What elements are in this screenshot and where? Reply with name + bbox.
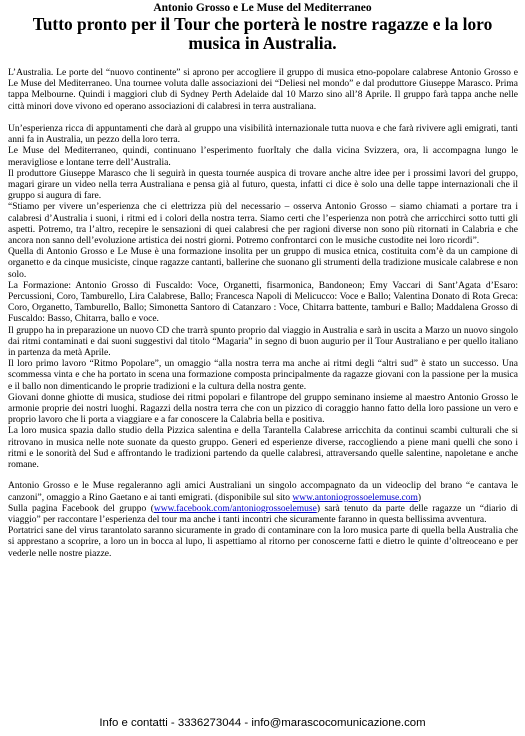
paragraph: Quella di Antonio Grosso e Le Muse è una formazione insolita per un gruppo di musica etnica, costituita com’è da un campione di organetto e da cinque musiciste, cinque ragazze cantanti, ballerine che suonano gli strumenti della tradizione musicale calabrese e non solo. [8, 247, 518, 280]
contact-footer: Info e contatti - 3336273044 - info@marascocomunicazione.com [99, 717, 426, 729]
paragraph: La loro musica spazia dallo studio della Pizzica salentina e della Tarantella Calabrese arricchita da continui scambi culturali che si ritrovano in musica nelle note suonate da questo gruppo. Generi ed esperienze diverse, raccogliendo a piene mani quelli che sono i ritmi e le sonorità del Sud e affrontando le tradizioni partendo da quelle calabresi, attraversando quelle salentine, napoletane e anche romane. [8, 426, 518, 471]
website-link[interactable]: www.antoniogrossoelemuse.com [292, 492, 418, 503]
paragraph-lineup: La Formazione: Antonio Grosso di Fuscaldo: Voce, Organetti, fisarmonica, Bandoneon; Emy Vaccari di Sant’Agata d’Esaro: Percussioni, Coro, Tamburello, Lira Calabrese, Ballo; Francesca Napoli di Melicucco: Voce e Ballo; Valentina Donato di Rota Greca: Coro, Organetto, Tamburello, Ballo; Simonetta Santoro di Catanzaro : Voce, Chitarra battente, tamburi e Ballo; Maddalena Grosso di Fuscaldo: Basso, Chitarra, ballo e voce. [8, 280, 518, 325]
closing-text: ) sarà tenuto da parte delle ragazze un “diario di viaggio” per raccontare l’esperienza del tour ma anche i tanti incontri che sicuramente faranno in questa bellissima avventura. [8, 503, 518, 525]
paragraph-intro: L’Australia. Le porte del “nuovo continente” si aprono per accogliere il gruppo di musica etno-popolare calabrese Antonio Grosso e Le Muse del Mediterraneo. Una tournee voluta dalle associazioni dei “Deliesi nel mondo” e dal produttore Giuseppe Marasco. Prima tappa Melbourne. Quindi i maggiori club di Sydney Perth Adelaide dal 10 Marzo sino all’8 Aprile. Il gruppo farà tappa anche nelle città minori dove vivono ed operano associazioni di calabresi in terra australiana. [8, 68, 518, 112]
paragraph: Il produttore Giuseppe Marasco che li seguirà in questa tournée auspica di trovare anche altre idee per i prossimi lavori del gruppo, magari girare un video nella terra Australiana e pensa già al futuro, questa, infatti ci dice è solo una delle tappe internazionali che il gruppo si augura di fare. [8, 168, 518, 202]
closing-text: Antonio Grosso e le Muse regaleranno agli amici Australiani un singolo accompagnato da un videoclip del brano “e cantava le canzoni”, omaggio a Rino Gaetano e ai tanti emigrati. (disponibile sul sito [8, 481, 518, 503]
article-kicker: Antonio Grosso e Le Muse del Mediterraneo [153, 2, 372, 14]
paragraph-facebook [8, 504, 518, 526]
closing-text: Sulla pagina Facebook del gruppo ( [8, 503, 154, 514]
article-headline: Tutto pronto per il Tour che porterà le nostre ragazze e la loro musica in Australia. [32, 14, 493, 53]
paragraph-single-release [8, 481, 518, 503]
paragraph: Un’esperienza ricca di appuntamenti che darà al gruppo una visibilità internazionale tutta nuova e che farà rivivere agli emigrati, tanti anni fa in Australia, un pezzo della loro terra. [8, 124, 518, 146]
paragraph-quote: “Stiamo per vivere un’esperienza che ci elettrizza più del necessario – osserva Antonio Grosso – siamo chiamati a portare tra i calabresi d’Australia i suoni, i ritmi ed i colori della nostra terra. Siamo certi che l’esperienza non potrà che arricchirci sotto tutti gli aspetti. Potremo, tra l’altro, recepire le sensazioni di quei calabresi che per ragioni diverse non sono più ritornati in Calabria e che ancora non sanno dell’evoluzione artistica dei nostri giorni. Potremo confrontarci con le musiche custodite nei loro ricordi”. [8, 202, 518, 247]
paragraph: Le Muse del Mediterraneo, quindi, continuano l’esperimento fuorItaly che dalla vicina Svizzera, ora, li accompagna lungo le meravigliose e lontane terre dell’Australia. [8, 146, 518, 168]
paragraph: Il gruppo ha in preparazione un nuovo CD che trarrà spunto proprio dal viaggio in Australia e sarà in uscita a Marzo un nuovo singolo dai ritmi contaminati e dai suoni suggestivi dal titolo “Magaria” in segno di buon augurio per il Tour Australiano e per quello italiano in partenza da metà Aprile. [8, 325, 518, 359]
article-body [8, 68, 518, 560]
closing-text: ) [417, 492, 422, 503]
facebook-link[interactable]: www.facebook.com/antoniogrossoelemuse [153, 503, 317, 514]
paragraph-closing: Portatrici sane del virus tarantolato saranno sicuramente in grado di contaminare con la loro musica parte di quella bella Australia che si apprestano a scoprire, a loro un in bocca al lupo, li aspettiamo al ritorno per conoscerne fatti e dietro le quinte d’oltreoceano e per vederle nelle nostre piazze. [8, 526, 518, 559]
paragraph: Giovani donne ghiotte di musica, studiose dei ritmi popolari e filantrope del gruppo seminano insieme al maestro Antonio Grosso le armonie proprie dei nostri luoghi. Ragazzi della nostra terra che con un pizzico di coraggio hanno fatto della loro passione un vero e proprio lavoro che li porta a viaggiare e a far conoscere la Calabria bella e positiva. [8, 392, 518, 426]
paragraph: Il loro primo lavoro “Ritmo Popolare”, un omaggio “alla nostra terra ma anche ai ritmi degli “altri sud” è stato un successo. Una scommessa vinta e che ha portato in scena una formazione composta principalmente da ragazze giovani con la passione per la musica e il ballo non dimenticando le proprie tradizioni e la cultura della nostra gente. [8, 359, 518, 392]
